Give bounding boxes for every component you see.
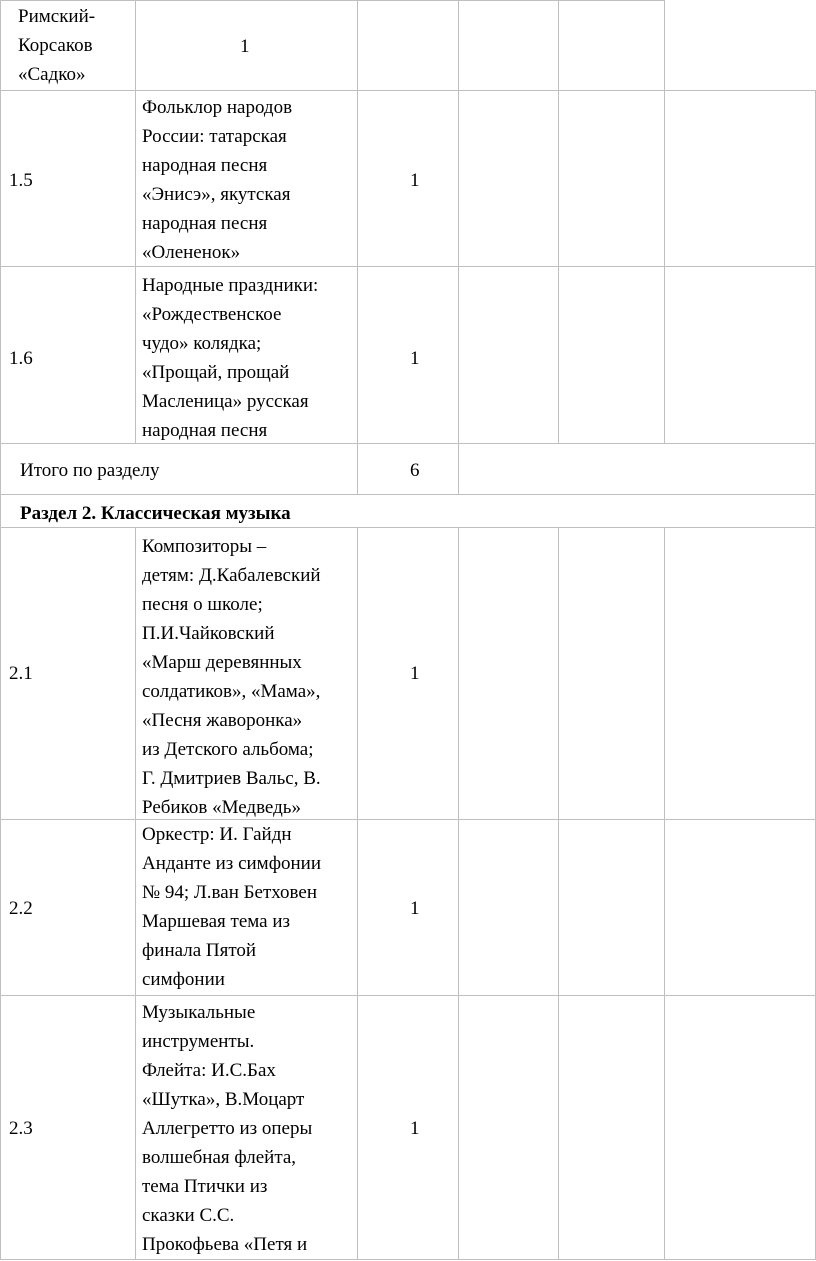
topic-line: финала Пятой: [142, 940, 257, 961]
total-label: Итого по разделу: [20, 460, 160, 481]
table-border: [135, 0, 136, 90]
table-border: [0, 90, 816, 91]
table-border: [0, 995, 816, 996]
hours-cell: 1: [410, 898, 420, 919]
row-number: 1.6: [9, 348, 33, 369]
table-border: [357, 527, 358, 1260]
table-border: [357, 0, 358, 494]
row-number: 2.1: [9, 663, 33, 684]
topic-line: Оркестр: И. Гайдн: [142, 824, 292, 845]
table-border: [458, 0, 459, 494]
topic-line: № 94; Л.ван Бетховен: [142, 882, 317, 903]
topic-line: «Энисэ», якутская: [142, 184, 291, 205]
topic-line: песня о школе;: [142, 594, 263, 615]
section-heading: Раздел 2. Классическая музыка: [20, 503, 291, 524]
table-border: [0, 443, 816, 444]
table-border: [0, 1259, 816, 1260]
table-border: [558, 527, 559, 1260]
table-border: [0, 0, 1, 1260]
topic-line: Музыкальные: [142, 1002, 256, 1023]
topic-line: Г. Дмитриев Вальс, В.: [142, 768, 321, 789]
topic-line: Маршевая тема из: [142, 911, 291, 932]
topic-line: «Прощай, прощай: [142, 362, 290, 383]
topic-line: народная песня: [142, 155, 268, 176]
table-border: [664, 0, 665, 443]
table-border: [664, 527, 665, 1260]
topic-line: «Рождественское: [142, 304, 282, 325]
topic-line: Ребиков «Медведь»: [142, 797, 301, 818]
table-border: [0, 266, 816, 267]
topic-line: из Детского альбома;: [142, 739, 314, 760]
topic-line: народная песня: [142, 420, 268, 441]
total-hours: 6: [410, 460, 420, 481]
table-border: [135, 90, 136, 443]
topic-line: инструменты.: [142, 1031, 255, 1052]
topic-line: России: татарская: [142, 126, 287, 147]
topic-line: «Шутка», В.Моцарт: [142, 1089, 305, 1110]
topic-line: Римский-: [18, 6, 96, 27]
table-border: [0, 494, 816, 495]
topic-line: Народные праздники:: [142, 275, 319, 296]
topic-line: Аллегретто из оперы: [142, 1118, 313, 1139]
topic-line: волшебная флейта,: [142, 1147, 297, 1168]
row-number: 2.3: [9, 1118, 33, 1139]
topic-line: «Марш деревянных: [142, 652, 302, 673]
topic-line: «Садко»: [18, 64, 86, 85]
table-border: [558, 0, 559, 443]
topic-line: тема Птички из: [142, 1176, 268, 1197]
topic-line: сказки С.С.: [142, 1205, 235, 1226]
hours-cell: 1: [410, 170, 420, 191]
topic-line: Фольклор народов: [142, 97, 293, 118]
topic-line: Анданте из симфонии: [142, 853, 322, 874]
topic-line: солдатиков», «Мама»,: [142, 681, 321, 702]
topic-line: Флейта: И.С.Бах: [142, 1060, 276, 1081]
hours-cell: 1: [410, 663, 420, 684]
topic-line: «Песня жаворонка»: [142, 710, 303, 731]
table-border: [0, 0, 664, 1]
table-border: [135, 527, 136, 1260]
topic-line: Масленица» русская: [142, 391, 309, 412]
topic-line: детям: Д.Кабалевский: [142, 565, 321, 586]
topic-line: народная песня: [142, 213, 268, 234]
table-border: [0, 527, 816, 528]
topic-line: Прокофьева «Петя и: [142, 1234, 308, 1255]
topic-line: симфонии: [142, 969, 225, 990]
row-number: 2.2: [9, 898, 33, 919]
hours-cell: 1: [240, 36, 250, 57]
hours-cell: 1: [410, 348, 420, 369]
topic-line: «Олененок»: [142, 242, 241, 263]
topic-line: Корсаков: [18, 35, 93, 56]
hours-cell: 1: [410, 1118, 420, 1139]
row-number: 1.5: [9, 170, 33, 191]
topic-line: П.И.Чайковский: [142, 623, 275, 644]
table-border: [0, 819, 816, 820]
table-border: [458, 527, 459, 1260]
topic-line: Композиторы –: [142, 536, 267, 557]
topic-line: чудо» колядка;: [142, 333, 262, 354]
